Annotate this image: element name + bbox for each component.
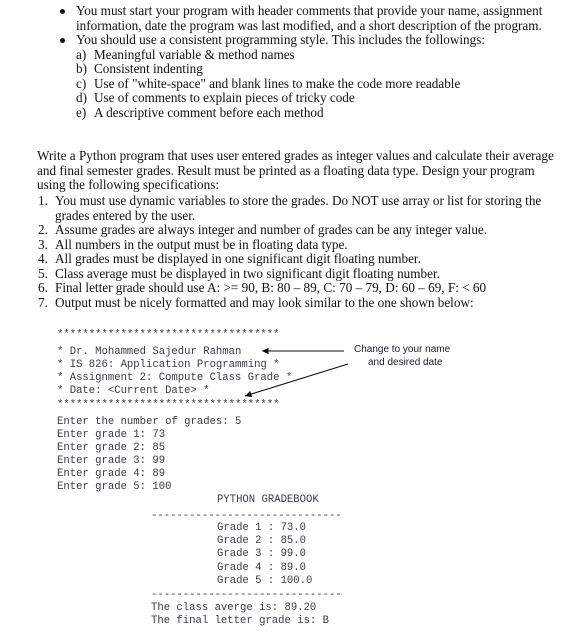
header-course-line: * IS 826: Application Programming * (57, 359, 280, 371)
grade-line: Grade 5 : 100.0 (217, 575, 313, 587)
arrow-to-date-icon (245, 364, 348, 396)
style-item: b) Consistent indenting (76, 61, 203, 76)
spec-item: 3. All numbers in the output must be in floating data type. (38, 236, 348, 252)
grade-line: Grade 1 : 73.0 (217, 522, 307, 534)
callout-line: and desired date (368, 357, 443, 368)
bullet-text: You should use a consistent programming style. This includes the followings: (76, 32, 486, 47)
spec-item: 2. Assume grades are always integer and number of grades can be any integer value. (38, 222, 488, 237)
header-date-line: * Date: <Current Date> * (57, 385, 210, 397)
callout-note (354, 343, 450, 369)
gradebook-title: PYTHON GRADEBOOK (217, 494, 319, 506)
header-name-line: * Dr. Mohammed Sajedur Rahman (57, 346, 242, 358)
input-line: Enter grade 4: 89 (57, 468, 166, 480)
spec-item: 5. Class average must be displayed in two significant digit floating number. (38, 265, 440, 281)
grade-line: Grade 2 : 85.0 (217, 535, 307, 547)
spec-item: 7. Output must be nicely formatted and may look similar to the one shown below: (38, 294, 474, 310)
gradebook-divider-bottom: ------------------------------ (151, 589, 342, 601)
style-item: a) Meaningful variable & method names (76, 46, 295, 62)
style-item: c) Use of "white-space" and blank lines to make the code more readable (76, 75, 461, 91)
input-line: Enter grade 3: 99 (57, 455, 166, 467)
input-line: Enter grade 1: 73 (57, 429, 166, 441)
header-stars-top: *********************************** (57, 329, 280, 341)
style-item: d) Use of comments to explain pieces of tricky code (76, 90, 355, 105)
input-line: Enter grade 5: 100 (57, 481, 172, 493)
gradebook-divider: ------------------------------ (151, 510, 342, 522)
header-assignment-line: * Assignment 2: Compute Class Grade * (57, 372, 293, 384)
bullet-text: You must start your program with header comments that provide your name, assignment information, date the program was last modified, and a short description of the program. (76, 3, 543, 33)
task-paragraph: Write a Python program that uses user entered grades as integer values and calculate their average and final semester grades. Result must be printed as a floating data type. Design your program using the following specifications: (37, 148, 554, 192)
grade-line: Grade 4 : 89.0 (217, 562, 307, 574)
callout-line: Change to your name (354, 344, 451, 355)
grade-line: Grade 3 : 99.0 (217, 548, 307, 560)
spec-item: 1. You must use dynamic variables to store the grades. Do NOT use array or list for storing the grades entered by the user. (38, 193, 542, 223)
header-stars-bottom: *********************************** (57, 399, 280, 411)
spec-item: 4. All grades must be displayed in one significant digit floating number. (38, 251, 421, 266)
spec-item: 6. Final letter grade should use A: >= 90, B: 80 – 89, C: 70 – 79, D: 60 – 69, F: < 60 (38, 280, 487, 295)
input-line: Enter the number of grades: 5 (57, 416, 242, 428)
class-average-line: The class averge is: 89.20 (151, 602, 317, 614)
style-item: e) A descriptive comment before each method (76, 104, 324, 120)
input-line: Enter grade 2: 85 (57, 442, 166, 454)
letter-grade-line: The final letter grade is: B (151, 615, 330, 627)
